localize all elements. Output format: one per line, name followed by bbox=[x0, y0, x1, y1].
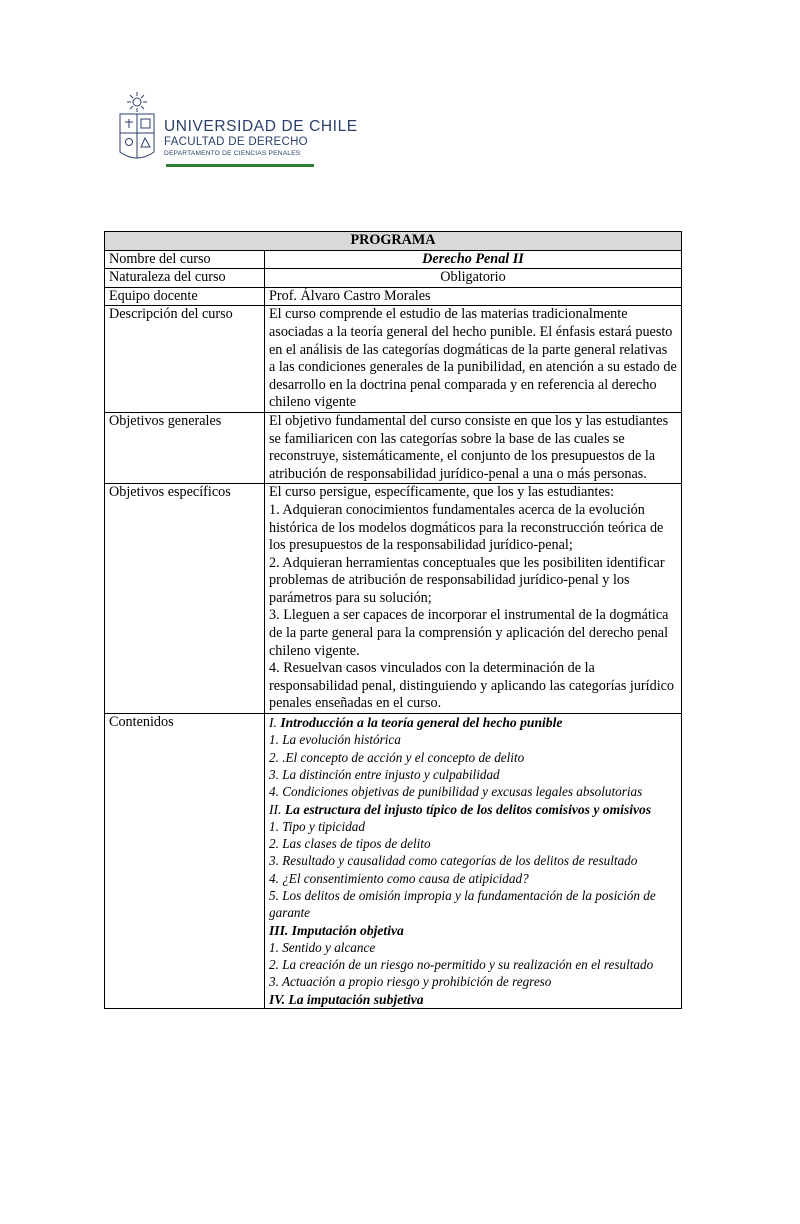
list-item: 3. Actuación a propio riesgo y prohibición de regreso bbox=[269, 974, 552, 990]
table-row-contenidos bbox=[105, 714, 682, 1009]
section-heading bbox=[269, 714, 677, 731]
section-title: La estructura del injusto típico de los delitos comisivos y omisivos bbox=[284, 801, 652, 817]
table-row-descripcion bbox=[105, 306, 682, 413]
course-description: El curso comprende el estudio de las materias tradicionalmente asociadas a la teoría general del hecho punible. El énfasis estará puesto en el análisis de las categorías dogmáticas de la parte general relativas a las condiciones generales de la punibilidad, en atención a su estado de desarrollo en la doctrina penal comparada y en referencia al derecho chileno vigente bbox=[265, 306, 682, 413]
table-title: PROGRAMA bbox=[105, 232, 682, 251]
specific-objectives-intro: El curso persigue, específicamente, que los y las estudiantes: bbox=[269, 484, 615, 501]
list-item: 1. La evolución histórica bbox=[269, 732, 401, 748]
list-item: 2. Las clases de tipos de delito bbox=[269, 836, 431, 852]
row-label: Descripción del curso bbox=[105, 306, 265, 413]
list-item: 3. Resultado y causalidad como categorías de los delitos de resultado bbox=[269, 853, 638, 869]
section-title: IV. La imputación subjetiva bbox=[269, 991, 424, 1007]
section-title: Introducción a la teoría general del hecho punible bbox=[280, 715, 563, 731]
course-nature: Obligatorio bbox=[265, 269, 682, 288]
university-logo bbox=[114, 92, 358, 172]
list-item: 1. Sentido y alcance bbox=[269, 939, 376, 955]
table-header-row bbox=[105, 232, 682, 251]
section-heading bbox=[269, 801, 677, 818]
list-item: garante bbox=[269, 905, 311, 921]
accent-bar bbox=[166, 164, 314, 167]
list-item: 5. Los delitos de omisión impropia y la fundamentación de la posición de bbox=[269, 888, 656, 903]
section-heading bbox=[269, 922, 677, 939]
university-crest-icon bbox=[114, 92, 160, 168]
list-item: 1. Tipo y tipicidad bbox=[269, 818, 365, 834]
list-item: 4. Condiciones objetivas de punibilidad y excusas legales absolutorias bbox=[269, 784, 643, 800]
section-numeral: II. bbox=[269, 801, 285, 817]
list-item: 2. Adquieran herramientas conceptuales que les posibiliten identificar problemas de atribución de responsabilidad jurídico-penal y los parámetros para su solución; bbox=[269, 554, 665, 606]
list-item: 2. .El concepto de acción y el concepto de delito bbox=[269, 749, 525, 765]
table-row-equipo bbox=[105, 287, 682, 306]
course-name: Derecho Penal II bbox=[265, 250, 682, 269]
section-numeral: I. bbox=[269, 715, 281, 731]
section-title: III. Imputación objetiva bbox=[269, 922, 404, 938]
university-name: UNIVERSIDAD DE CHILE bbox=[164, 118, 358, 135]
table-row-objetivos-especificos bbox=[105, 484, 682, 714]
row-label: Nombre del curso bbox=[105, 250, 265, 269]
list-item: 3. Lleguen a ser capaces de incorporar el instrumental de la dogmática de la parte general para la comprensión y aplicación del derecho penal chileno vigente. bbox=[269, 607, 669, 659]
list-item: 4. ¿El consentimiento como causa de atipicidad? bbox=[269, 870, 529, 886]
table-row-nombre bbox=[105, 250, 682, 269]
specific-objectives bbox=[265, 484, 682, 714]
department-name: DEPARTAMENTO DE CIENCIAS PENALES bbox=[164, 150, 301, 157]
teaching-team: Prof. Álvaro Castro Morales bbox=[265, 287, 682, 306]
list-item: 4. Resuelvan casos vinculados con la determinación de la responsabilidad penal, distinguiendo y aplicando las categorías jurídico penales enseñadas en el curso. bbox=[269, 660, 675, 712]
program-table bbox=[104, 231, 682, 1009]
institution-name-block bbox=[164, 118, 358, 158]
list-item: 1. Adquieran conocimientos fundamentales acerca de la evolución histórica de los modelos dogmáticos para la reconstrucción teórica de los presupuestos de la responsabilidad jurídico-penal; bbox=[269, 501, 664, 554]
row-label: Naturaleza del curso bbox=[105, 269, 265, 288]
section-heading bbox=[269, 991, 677, 1008]
row-label: Objetivos generales bbox=[105, 412, 265, 483]
row-label: Contenidos bbox=[105, 714, 265, 1009]
general-objectives: El objetivo fundamental del curso consiste en que los y las estudiantes se familiaricen con las categorías sobre la base de las cuales se reconstruye, sistemáticamente, el conjunto de los presupuestos de la atribución de responsabilidad jurídico-penal a una o más personas. bbox=[265, 412, 682, 483]
list-item: 2. La creación de un riesgo no-permitido y su realización en el resultado bbox=[269, 957, 654, 973]
contents-list bbox=[265, 714, 682, 1009]
faculty-name: FACULTAD DE DERECHO bbox=[164, 136, 308, 148]
row-label: Objetivos específicos bbox=[105, 484, 265, 714]
table-row-objetivos-generales bbox=[105, 412, 682, 483]
table-row-naturaleza bbox=[105, 269, 682, 288]
list-item: 3. La distinción entre injusto y culpabilidad bbox=[269, 766, 500, 782]
row-label: Equipo docente bbox=[105, 287, 265, 306]
